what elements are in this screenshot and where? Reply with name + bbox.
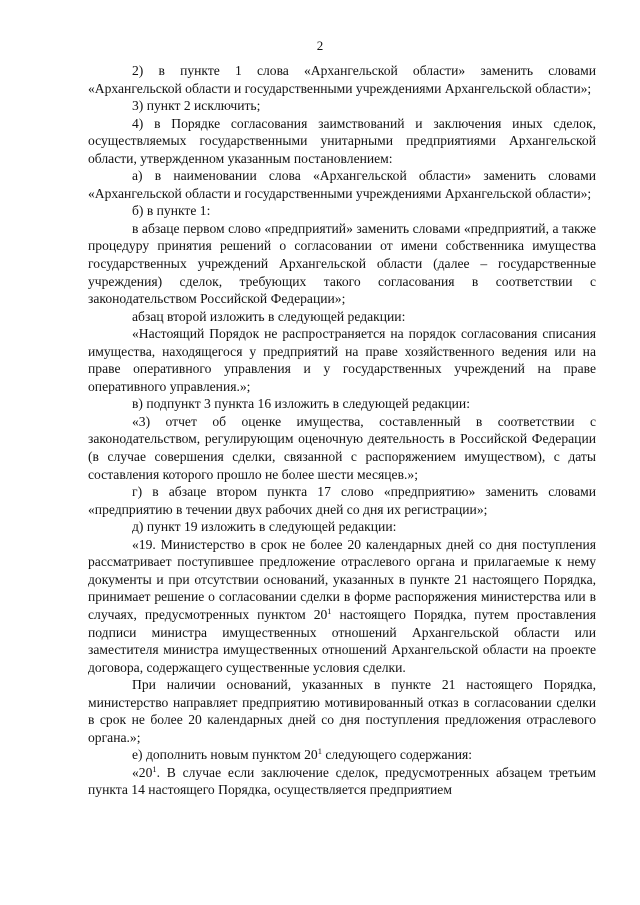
paragraph-text: «20 [132,764,153,780]
paragraph: д) пункт 19 изложить в следующей редакции: [132,519,397,535]
superscript: 1 [327,605,332,616]
paragraph: в) подпункт 3 пункта 16 изложить в следующей редакции: [132,396,470,412]
paragraph-text: «19. Министерство в срок не более 20 календарных дней со дня поступления рассматривает поступившее предложение отраслевого органа и прилагаемые к нему документы и при отсутствии оснований, указанных в пункте 21 настоящего Порядка, принимает решение о согласовании сделки в форме распоряжения министерства или в случаях, предусмотренных пунктом 20 [88,536,596,622]
paragraph-text: настоящего Порядка, путем проставления подписи министра имущественных отношений Архангельской области или заместителя министра имущественных отношений Архангельской области на проекте договора, содержащего существенные условия сделки. [88,606,596,675]
paragraph: При наличии оснований, указанных в пункте 21 настоящего Порядка, министерство направляет предприятию мотивированный отказ в согласовании сделки в срок не более 20 календарных дней со дня поступления предложения отраслевого органа.»; [88,677,596,745]
paragraph: 2) в пункте 1 слова «Архангельской области» заменить словами «Архангельской области и государственными учреждениями Архангельской области»; [88,63,596,96]
paragraph: а) в наименовании слова «Архангельской области» заменить словами «Архангельской области и государственными учреждениями Архангельской области»; [88,168,596,201]
page-number: 2 [316,38,324,53]
paragraph: в абзаце первом слово «предприятий» заменить словами «предприятий, а также процедуру принятия решений о согласовании от имени собственника имущества государственных учреждений Архангельской области (далее – государственные учреждения) сделок, требующих такого согласования в соответствии с законодательством Российской Федерации»; [88,220,596,307]
quoted-paragraph: «3) отчет об оценке имущества, составленный в соответствии с законодательством, регулирующим оценочную деятельность в Российской Федерации (в случае совершения сделки, связанной с распоряжением имуществом), с даты составления которого прошло не более шести месяцев.»; [88,413,596,482]
paragraph [88,746,596,764]
quoted-paragraph [88,764,596,799]
paragraph-text: . В случае если заключение сделок, предусмотренных абзацем третьим пункта 14 настоящего Порядка, осуществляется предприятием [88,764,596,798]
quoted-paragraph [88,536,596,676]
paragraph-text: следующего содержания: [321,747,473,763]
paragraph: 3) пункт 2 исключить; [132,98,261,114]
document-body [88,62,596,799]
superscript: 1 [317,746,322,757]
paragraph: абзац второй изложить в следующей редакции: [132,308,406,324]
paragraph-text: е) дополнить новым пунктом 20 [132,747,318,763]
quoted-paragraph: «Настоящий Порядок не распространяется на порядок согласования списания имущества, находящегося у предприятий на праве хозяйственного ведения или на праве оперативного управления и у государственных учреждений на праве оперативного управления.»; [88,326,596,394]
superscript: 1 [152,763,157,774]
paragraph: г) в абзаце втором пункта 17 слово «предприятию» заменить словами «предприятию в течении двух рабочих дней со дня их регистрации»; [88,484,596,517]
paragraph: б) в пункте 1: [132,203,211,219]
paragraph: 4) в Порядке согласования заимствований и заключения иных сделок, осуществляемых государственными унитарными предприятиями Архангельской области, утвержденном указанным постановлением: [88,115,596,166]
